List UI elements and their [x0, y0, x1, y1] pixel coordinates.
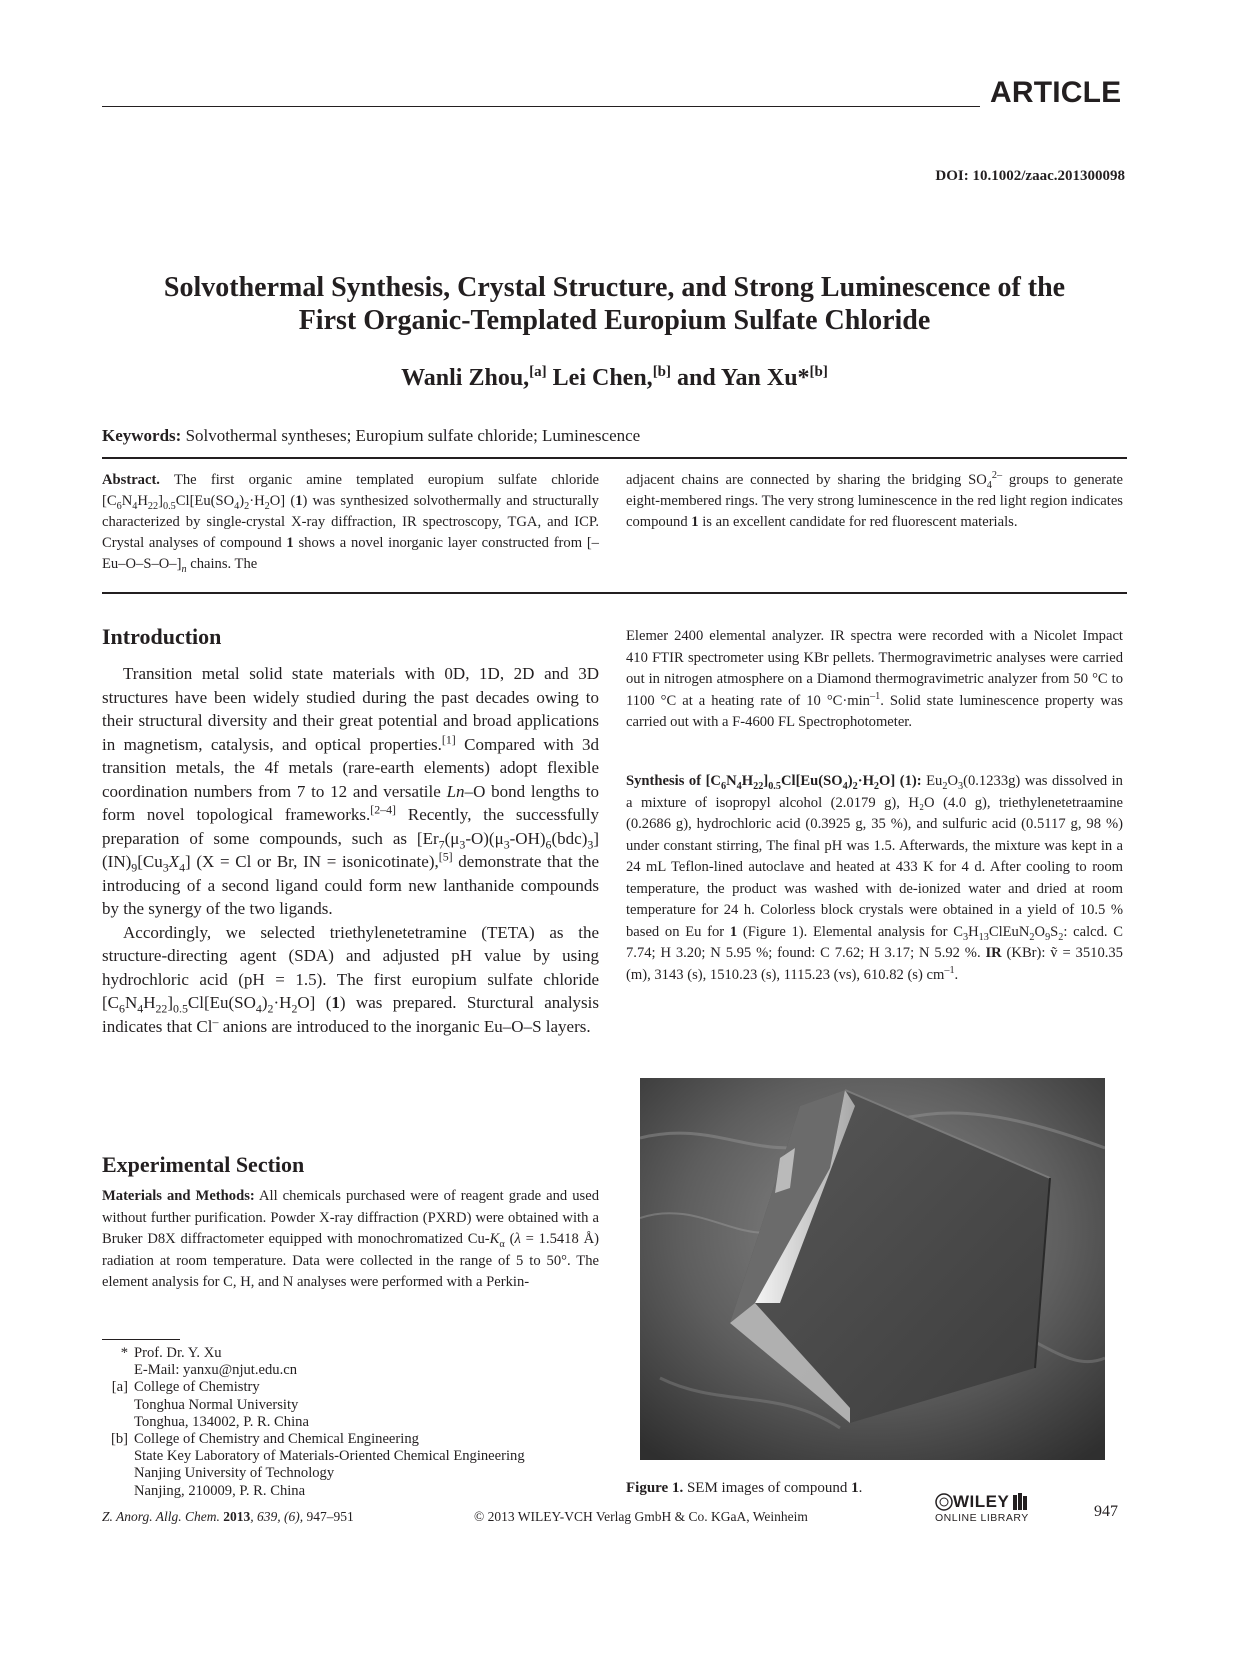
- abstract-left-column: Abstract. The first organic amine templated europium sulfate chloride $[C_6N_4H_{22}]_{0.5}Cl[Eu(SO_4)_2\cdot H_2O]$ (1) was synthesized solvothermally and structurally characterized by single-crystal X-ray diffraction, IR spectroscopy, TGA, and ICP. Crystal analyses of compound 1 shows a novel inorganic layer constructed from $[-Eu-O-S-O-]_n$ chains. The: [102, 472, 600, 575]
- doi: DOI: 10.1002/zaac.201300098: [935, 168, 1125, 184]
- title-line-2: First Organic-Templated Europium Sulfate Chloride: [298, 305, 931, 336]
- author-list: [102, 365, 1127, 392]
- abstract-right-column: adjacent chains are connected by sharing the bridging $SO_4^{2-}$ groups to generate eight-membered rings. The very strong luminescence in the red light region indicates compound 1 is an excellent candidate for red fluorescent materials.: [626, 470, 1124, 530]
- footnotes: [102, 1345, 525, 1500]
- compound-number: 1: [691, 514, 699, 530]
- keywords-label: Keywords:: [102, 426, 182, 445]
- paragraph: Accordingly, we selected triethylenetetramine (TETA) as the structure-directing agent (SDA) and adjusted pH value by using hydrochloric acid (pH = 1.5). The first europium sulfate chloride $[C_6N_4H_{22}]_{0.5}Cl[Eu(SO_4)_2\cdot H_2O]$ (1) was prepared. Sturctural analysis indicates that Cl– anions are introduced to the inorganic Eu–O–S layers.: [102, 922, 599, 1036]
- author-name: Lei Chen,: [552, 365, 653, 391]
- subsection-label: Synthesis of $[C_6N_4H_{22}]_{0.5}Cl[Eu(SO_4)_2\cdot H_2O]$ (1):: [626, 773, 922, 792]
- abstract-text: groups to generate eight-membered rings. The very strong luminescence in the red light region indicates compound: [626, 472, 1124, 530]
- author-affiliation: [a]: [529, 364, 547, 380]
- footnote: [b] College of Chemistry and Chemical Engineering State Key Laboratory of Materials-Oriented Chemical Engineering Nanjing University of Technology Nanjing, 210009, P. R. China: [110, 1431, 525, 1499]
- abstract-top-rule: [102, 457, 1127, 459]
- article-label: ARTICLE: [990, 76, 1122, 109]
- wiley-seal-icon: [935, 1493, 953, 1511]
- footer-citation: Z. Anorg. Allg. Chem. 2013, 639, (6), 947–951: [102, 1509, 354, 1524]
- abstract-text: shows a novel inorganic layer constructed from [–Eu–O–S–O–]: [102, 535, 599, 572]
- keywords: [102, 426, 640, 446]
- abstract-text: was synthesized solvothermally and structurally characterized by single-crystal X-ray diffraction, IR spectroscopy, TGA, and ICP. Crystal analyses of compound: [102, 493, 599, 551]
- citation: [1]: [441, 731, 456, 746]
- sem-image: [640, 1078, 1105, 1460]
- page-number: 947: [1094, 1503, 1118, 1520]
- author-joiner: and: [677, 365, 716, 391]
- compound-number: 1: [286, 535, 294, 551]
- section-heading-experimental: Experimental Section: [102, 1152, 305, 1177]
- author-name: Yan Xu*: [720, 365, 810, 391]
- abstract-label: Abstract.: [102, 472, 160, 488]
- synthesis-paragraph: Synthesis of $[C_6N_4H_{22}]_{0.5}Cl[Eu(SO_4)_2\cdot H_2O]$ (1): $Eu_2O_3(0.1233g)$ was dissolved in a mixture of isopropyl alcohol (2.0179 g), H₂O (4.0 g), triethylenetetraamine (0.2686 g), hydrochloric acid (0.3925 g, 35 %), and sulfuric acid (0.5117 g, 98 %) under constant stirring, The final pH was 1.5. Afterwards, the mixture was kept in a 24 mL Teflon-lined autoclave and heated at 433 K for 4 d. After cooling to room temperature, the product was washed with de-ionized water and dried at room temperature for 24 h. Colorless block crystals were obtained in a yield of 10.5 % based on Eu for 1 (Figure 1). Elemental analysis for $C_3H_{13}ClEuN_2O_9S_2$: calcd. C 7.74; H 3.20; N 5.95 %; found: C 7.62; H 3.17; N 5.92 %. IR (KBr): ṽ = 3510.35 (m), 3143 (s), 1510.23 (s), 1115.23 (vs), 610.82 (s) $cm^{-1}$.: [626, 773, 1124, 983]
- citation: [5]: [438, 849, 453, 864]
- citation: [2–4]: [370, 802, 397, 817]
- header-rule: [102, 106, 980, 107]
- keywords-text: Solvothermal syntheses; Europium sulfate chloride; Luminescence: [185, 426, 641, 445]
- abstract-text: chains. The: [190, 556, 258, 572]
- section-heading-introduction: Introduction: [102, 624, 222, 649]
- compound-formula: $[C_6N_4H_{22}]_{0.5}Cl[Eu(SO_4)_2\cdot H_2O]$: [102, 493, 286, 512]
- paragraph: Transition metal solid state materials with 0D, 1D, 2D and 3D structures have been widely studied during the past decades owing to their structural diversity and their great potential and broad applications in magnetism, catalysis, and optical properties.[1] Compared with 3d transition metals, the 4f metals (rare-earth elements) adopt flexible coordination numbers from 7 to 12 and versatile Ln–O bond lengths to form novel topological frameworks.[2–4] Recently, the successfully preparation of some compounds, such as $[Er_7(\mu_3-O)(\mu_3-OH)_6(bdc)_3](IN)_9[Cu_3X_4] (X = Cl$ or Br, IN = isonicotinate),[5] demonstrate that the introducing of a second ligand could form new lanthanide compounds by the synergy of the two ligands.: [102, 664, 600, 918]
- footnote: [a] College of Chemistry Tonghua Normal University Tonghua, 134002, P. R. China: [111, 1379, 309, 1430]
- paper-title: [102, 271, 1127, 337]
- library-books-icon: [1012, 1493, 1030, 1511]
- abstract-text: adjacent chains are connected by sharing the bridging SO: [626, 472, 987, 488]
- wiley-online-library-logo: WILEY ONLINE LIBRARY: [935, 1492, 1029, 1524]
- author-name: Wanli Zhou,: [401, 365, 530, 391]
- sem-image-graphic: [640, 1078, 1105, 1460]
- methods-continued: Elemer 2400 elemental analyzer. IR spectra were recorded with a Nicolet Impact 410 FTIR spectrometer using KBr pellets. Thermogravimetric analyses were carried out in nitrogen atmosphere on a Diamond thermogravimetric analyzer from 50 °C to 1100 °C at a heating rate of 10 $^\circ C\cdot\min^{-1}$. Solid state luminescence property was carried out with a F-4600 FL Spectrophotometer.: [626, 628, 1123, 730]
- compound-number: 1: [295, 493, 303, 509]
- materials-and-methods: Materials and Methods: All chemicals purchased were of reagent grade and used without further purification. Powder X-ray diffraction (PXRD) were obtained with a Bruker D8X diffractometer equipped with monochromatized $Cu-K_\alpha$ (λ = 1.5418 Å) radiation at room temperature. Data were collected in the range of 5 to 50°. The element analysis for C, H, and N analyses were performed with a Perkin-: [102, 1188, 600, 1290]
- abstract-bottom-rule: [102, 592, 1127, 594]
- introduction-body: [102, 662, 599, 1038]
- title-line-1: Solvothermal Synthesis, Crystal Structure, and Strong Luminescence of the: [163, 272, 1066, 303]
- footnote-rule: [102, 1339, 180, 1340]
- footer-copyright: © 2013 WILEY-VCH Verlag GmbH & Co. KGaA, Weinheim: [474, 1509, 808, 1524]
- abstract-text: is an excellent candidate for red fluorescent materials.: [702, 514, 1018, 530]
- subsection-label: Materials and Methods:: [102, 1188, 255, 1204]
- abstract-text: The first organic amine templated europium sulfate chloride: [173, 472, 600, 488]
- author-affiliation: [b]: [652, 364, 672, 380]
- figure-caption: Figure 1. SEM images of compound 1.: [626, 1480, 863, 1496]
- footnote: * Prof. Dr. Y. Xu E-Mail: yanxu@njut.edu.cn: [120, 1345, 297, 1379]
- figure-label: Figure 1.: [626, 1480, 684, 1496]
- author-affiliation: [b]: [809, 364, 828, 380]
